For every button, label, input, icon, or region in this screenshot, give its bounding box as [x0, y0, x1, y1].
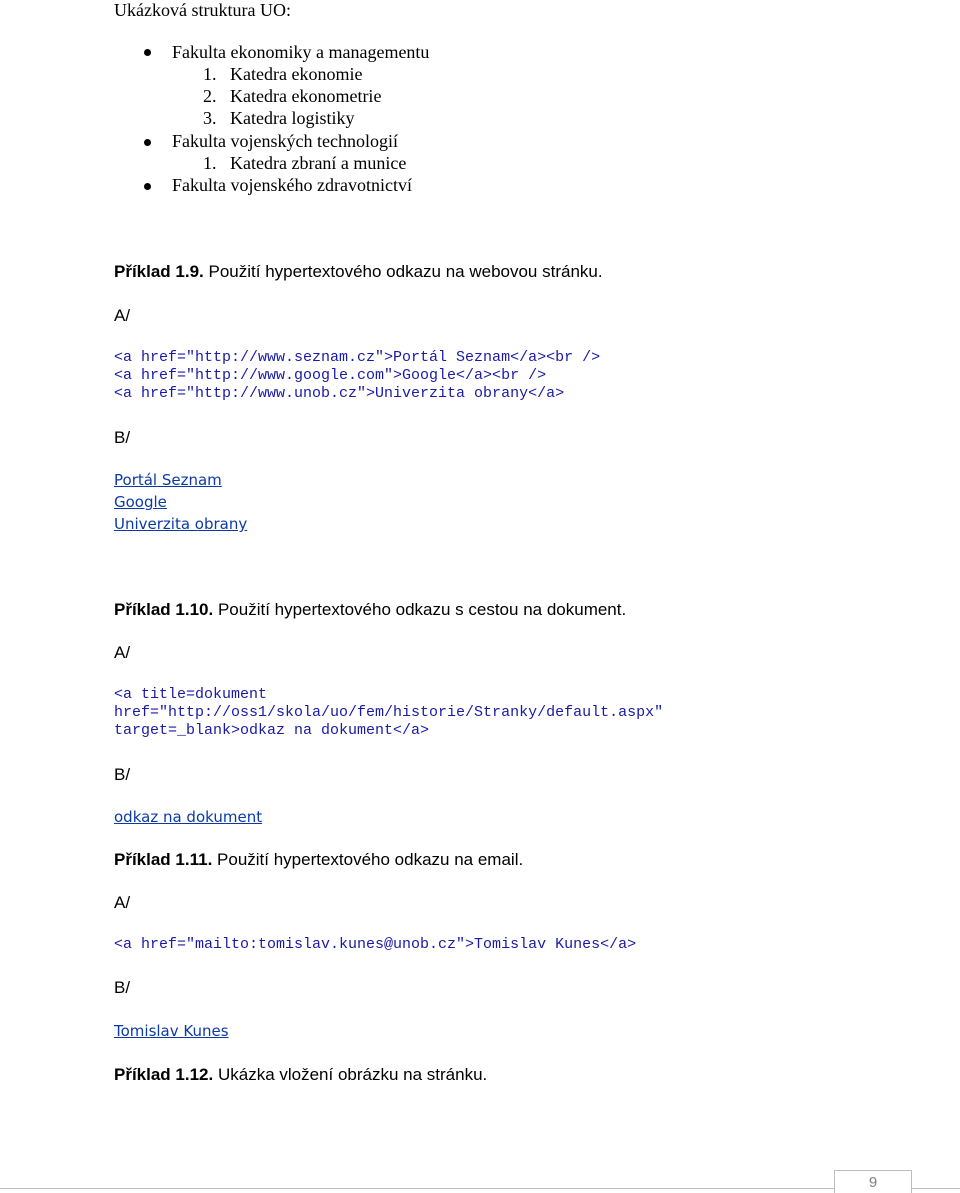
code-line: <a href="mailto:tomislav.kunes@unob.cz">Tomislav Kunes</a> [114, 936, 637, 953]
example-heading [114, 600, 626, 620]
section-label-b: B/ [114, 978, 131, 997]
example-number: Příklad 1.11. [114, 850, 213, 869]
page-number: 9 [868, 1174, 878, 1191]
department-item: Katedra ekonomie [230, 64, 363, 84]
section-label-b: B/ [114, 765, 131, 784]
list-number: 1. [203, 64, 217, 84]
code-line: <a href="http://www.google.com">Google</a><br /> [114, 367, 547, 384]
code-line: href="http://oss1/skola/uo/fem/historie/Stranky/default.aspx" [114, 704, 664, 721]
code-line: target=_blank>odkaz na dokument</a> [114, 722, 430, 739]
intro-text: Ukázková struktura UO: [114, 0, 291, 20]
section-label-a: A/ [114, 893, 131, 912]
faculty-item: Fakulta vojenských technologií [172, 131, 398, 151]
section-label-a: A/ [114, 306, 131, 325]
link-tomislav-kunes[interactable]: Tomislav Kunes [114, 1022, 229, 1040]
faculty-item: Fakulta ekonomiky a managementu [172, 42, 430, 62]
code-line: <a href="http://www.seznam.cz">Portál Seznam</a><br /> [114, 349, 601, 366]
example-heading [114, 850, 523, 870]
section-label-a: A/ [114, 643, 131, 662]
footer-rule [0, 1188, 960, 1189]
list-number: 2. [203, 86, 217, 106]
link-portal-seznam[interactable]: Portál Seznam [114, 471, 222, 489]
section-label-b: B/ [114, 428, 131, 447]
example-title: Použití hypertextového odkazu na email. [212, 850, 524, 869]
department-item: Katedra logistiky [230, 108, 355, 128]
link-odkaz-na-dokument[interactable]: odkaz na dokument [114, 808, 263, 826]
code-line: <a href="http://www.unob.cz">Univerzita obrany</a> [114, 385, 565, 402]
example-title: Použití hypertextového odkazu s cestou na dokument. [213, 600, 627, 619]
example-number: Příklad 1.9. [114, 262, 204, 281]
department-item: Katedra zbraní a munice [230, 153, 407, 173]
list-number: 3. [203, 108, 217, 128]
example-number: Příklad 1.10. [114, 600, 214, 619]
link-univerzita-obrany[interactable]: Univerzita obrany [114, 515, 248, 533]
faculty-item: Fakulta vojenského zdravotnictví [172, 175, 412, 195]
example-heading [114, 262, 603, 282]
link-google[interactable]: Google [114, 493, 167, 511]
list-number: 1. [203, 153, 217, 173]
example-heading [114, 1065, 487, 1085]
code-line: <a title=dokument [114, 686, 268, 703]
example-title: Ukázka vložení obrázku na stránku. [213, 1065, 488, 1084]
example-number: Příklad 1.12. [114, 1065, 214, 1084]
bullet-icon [144, 183, 151, 190]
bullet-icon [144, 139, 151, 146]
department-item: Katedra ekonometrie [230, 86, 382, 106]
example-title: Použití hypertextového odkazu na webovou stránku. [203, 262, 603, 281]
page-number-box [834, 1170, 912, 1193]
bullet-icon [144, 49, 151, 56]
